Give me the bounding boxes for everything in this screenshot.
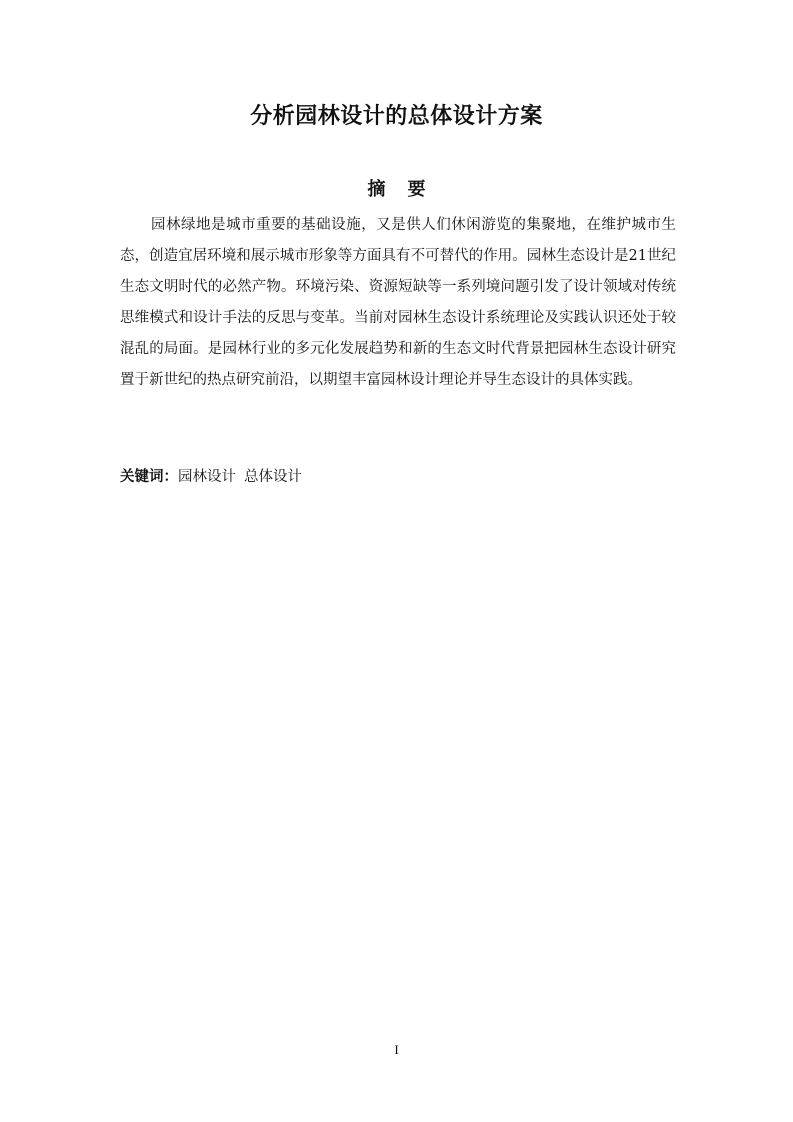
document-title: 分析园林设计的总体设计方案 xyxy=(250,104,543,129)
page-number: I xyxy=(394,1042,399,1057)
abstract-heading: 摘要 xyxy=(367,179,448,200)
keywords-label: 关键词： xyxy=(120,469,178,485)
keyword-item: 园林设计 xyxy=(178,469,236,485)
abstract-paragraph: 园林绿地是城市重要的基础设施，又是供人们休闲游览的集聚地，在维护城市生态，创造宜居环境和展示城市形象等方面具有不可替代的作用。园林生态设计是21世纪生态文明时代的必然产物。环境污染、资源短缺等一系列境问题引发了设计领域对传统思维模式和设计手法的反思与变革。当前对园林生态设计系统理论及实践认识还处于较混乱的局面。是园林行业的多元化发展趋势和新的生态文时代背景把园林生态设计研究置于新世纪的热点研究前沿，以期望丰富园林设计理论并导生态设计的具体实践。 xyxy=(120,217,676,388)
keywords-line xyxy=(120,462,676,492)
keyword-item: 总体设计 xyxy=(244,469,302,485)
